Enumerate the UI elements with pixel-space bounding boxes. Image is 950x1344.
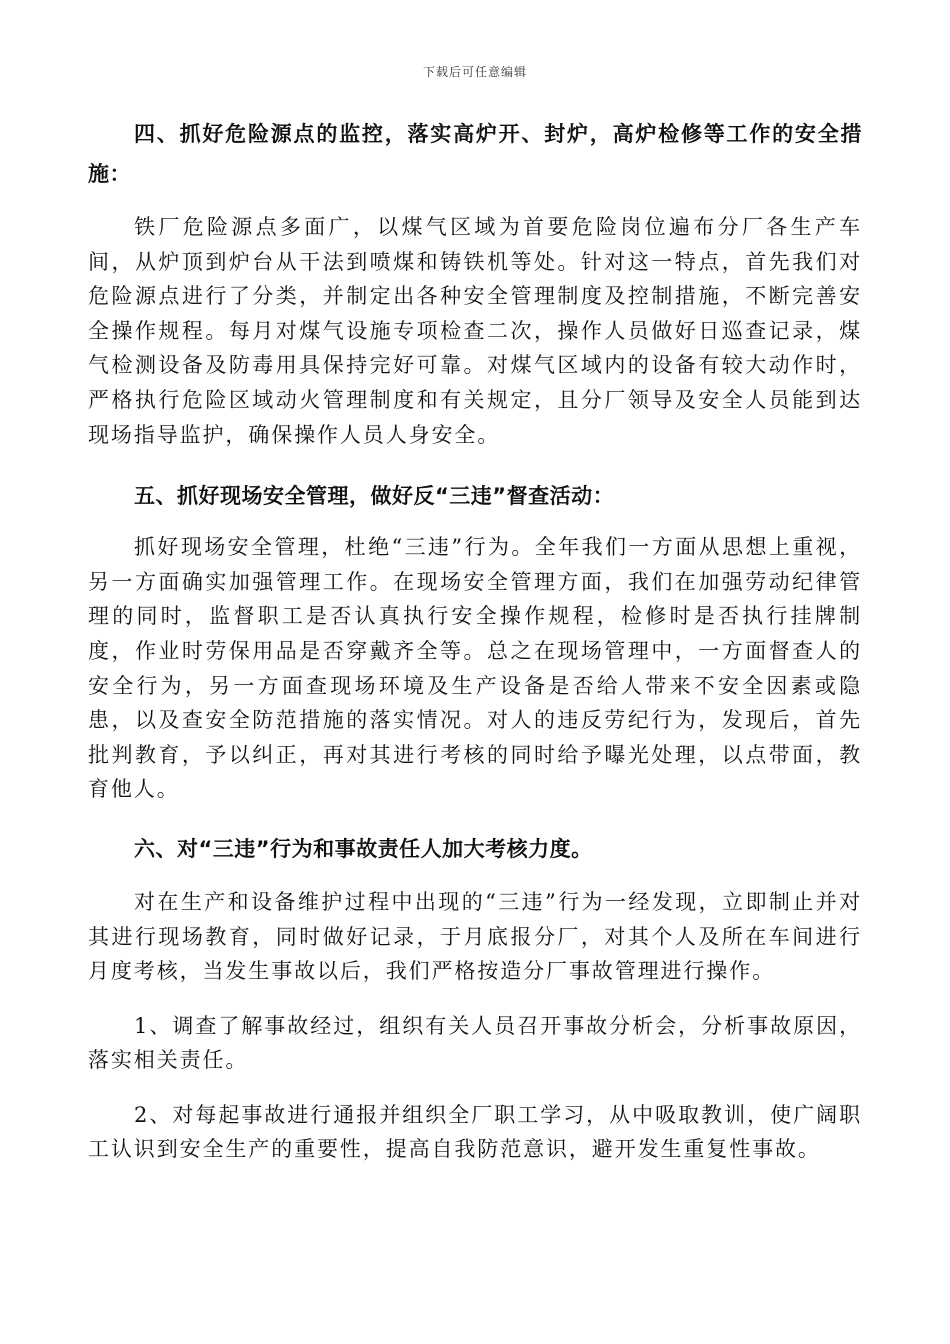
section-paragraph: 抓好现场安全管理，杜绝“三违”行为。全年我们一方面从思想上重视，另一方面确实加强管理工作。在现场安全管理方面，我们在加强劳动纪律管理的同时，监督职工是否认真执行安全操作规程，检修时是否执行挂牌制度，作业时劳保用品是否穿戴齐全等。总之在现场管理中，一方面督查人的安全行为，另一方面查现场环境及生产设备是否给人带来不安全因素或隐患，以及查安全防范措施的落实情况。对人的违反劳纪行为，发现后，首先批判教育，予以纠正，再对其进行考核的同时给予曝光处理，以点带面，教育他人。: [88, 535, 862, 802]
section-paragraph: 对在生产和设备维护过程中出现的“三违”行为一经发现，立即制止并对其进行现场教育，同时做好记录，于月底报分厂，对其个人及所在车间进行月度考核，当发生事故以后，我们严格按造分厂事故管理进行操作。: [88, 889, 862, 984]
section-heading: 五、抓好现场安全管理，做好反“三违”督查活动：: [134, 484, 615, 509]
section-heading: 六、对“三违”行为和事故责任人加大考核力度。: [134, 836, 593, 861]
page-header-note: 下载后可任意编辑: [422, 65, 527, 79]
list-item: 1、调查了解事故经过，组织有关人员召开事故分析会，分析事故原因，落实相关责任。: [88, 1013, 862, 1073]
section-paragraph: 铁厂危险源点多面广，以煤气区域为首要危险岗位遍布分厂各生产车间，从炉顶到炉台从干法到喷煤和铸铁机等处。针对这一特点，首先我们对危险源点进行了分类，并制定出各种安全管理制度及控制措施，不断完善安全操作规程。每月对煤气设施专项检查二次，操作人员做好日巡查记录，煤气检测设备及防毒用具保持完好可靠。对煤气区域内的设备有较大动作时，严格执行危险区域动火管理制度和有关规定，且分厂领导及安全人员能到达现场指导监护，确保操作人员人身安全。: [88, 215, 862, 447]
section-heading: 四、抓好危险源点的监控，落实高炉开、封炉，高炉检修等工作的安全措施：: [88, 122, 862, 186]
list-item: 2、对每起事故进行通报并组织全厂职工学习，从中吸取教训，使广阔职工认识到安全生产的重要性，提高自我防范意识，避开发生重复性事故。: [88, 1102, 862, 1162]
document-body: [88, 114, 862, 1167]
